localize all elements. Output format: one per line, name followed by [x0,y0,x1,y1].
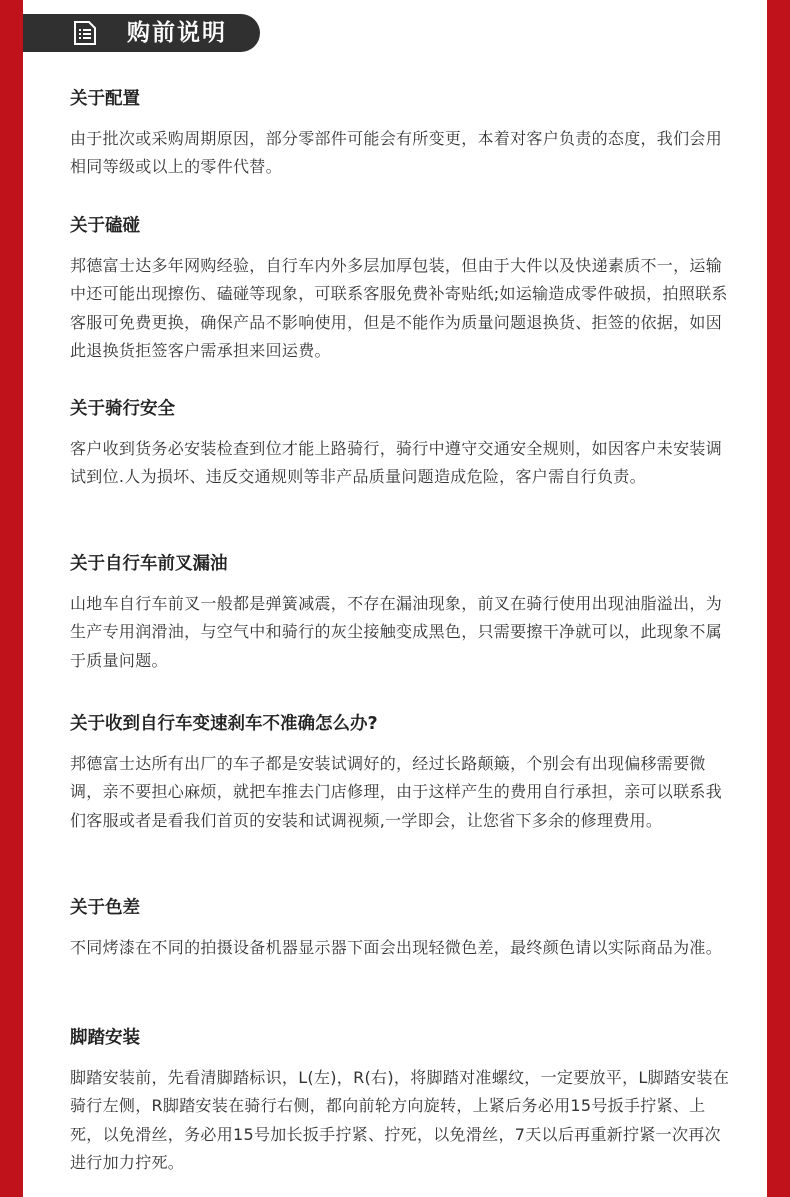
section-pedal-install [70,1026,730,1177]
section-shifting-brakes [70,712,730,835]
section-riding-safety [70,397,730,492]
left-red-border [0,0,23,1197]
section-title: 关于磕碰 [70,216,140,236]
list-document-icon [70,19,100,47]
section-body: 脚踏安装前，先看清脚踏标识，L(左)，R(右)，将脚踏对准螺纹，一定要放平，L脚踏安装在骑行左侧，R脚踏安装在骑行右侧，都向前轮方向旋转，上紧后务必用15号扳手拧紧、上死，以免滑丝，务必用15号加长扳手拧紧、拧死，以免滑丝，7天以后再重新拧紧一次再次进行加力拧死。 [70,1068,730,1172]
section-title: 关于配置 [70,89,140,109]
section-banner [23,14,260,52]
section-title: 关于色差 [70,898,140,918]
section-body: 由于批次或采购周期原因，部分零部件可能会有所变更，本着对客户负责的态度，我们会用相同等级或以上的零件代替。 [70,129,723,177]
right-red-border [767,0,790,1197]
section-body: 邦德富士达所有出厂的车子都是安装试调好的，经过长路颠簸，个别会有出现偏移需要微调，亲不要担心麻烦，就把车推去门店修理，由于这样产生的费用自行承担，亲可以联系我们客服或者是看我们首页的安装和试调视频,一学即会，让您省下多余的修理费用。 [70,754,723,830]
section-title: 关于骑行安全 [70,399,175,419]
section-body: 邦德富士达多年网购经验，自行车内外多层加厚包装，但由于大件以及快递素质不一，运输中还可能出现擦伤、磕碰等现象，可联系客服免费补寄贴纸;如运输造成零件破损，拍照联系客服可免费更换，确保产品不影响使用，但是不能作为质量问题退换货、拒签的依据，如因此退换货拒签客户需承担来回运费。 [70,256,728,360]
section-color-difference [70,896,730,962]
page-title: 购前说明 [127,20,227,46]
section-body: 不同烤漆在不同的拍摄设备机器显示器下面会出现轻微色差，最终颜色请以实际商品为准。 [70,938,723,957]
section-title: 关于收到自行车变速刹车不准确怎么办? [70,714,378,734]
section-body: 山地车自行车前叉一般都是弹簧减震，不存在漏油现象，前叉在骑行使用出现油脂溢出，为生产专用润滑油，与空气中和骑行的灰尘接触变成黑色，只需要擦干净就可以，此现象不属于质量问题。 [70,594,723,670]
section-title: 脚踏安装 [70,1028,140,1048]
section-body: 客户收到货务必安装检查到位才能上路骑行，骑行中遵守交通安全规则，如因客户未安装调试到位.人为损坏、违反交通规则等非产品质量问题造成危险，客户需自行负责。 [70,439,723,487]
section-title: 关于自行车前叉漏油 [70,554,228,574]
section-bump [70,214,730,365]
section-config [70,87,730,182]
section-fork-oil [70,552,730,675]
